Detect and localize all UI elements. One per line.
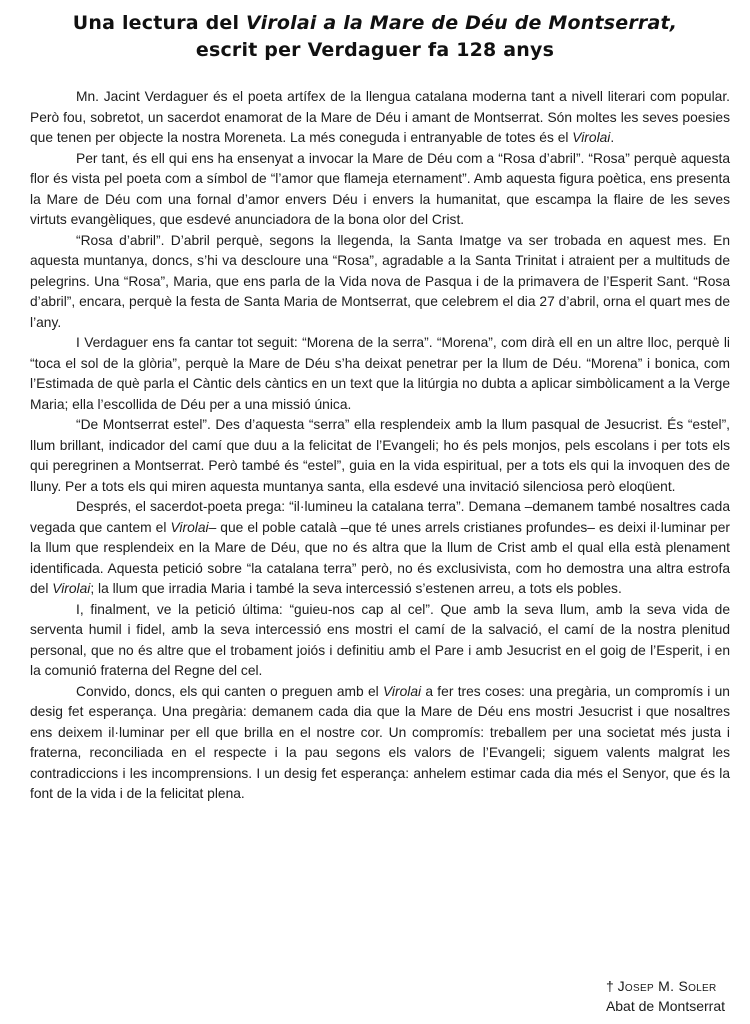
paragraph [30, 497, 730, 600]
paragraph-text: – que el poble català –que té unes arrels cristianes profundes– es deixi il·luminar per la llum que resplendeix en la Mare de Déu, que no és altra que la llum de Crist amb el qual ella està plenament identificada. Aquesta petició sobre “la catalana terra” però, no és exclusivista, com ho demostra una altra estrofa del [30, 519, 730, 596]
paragraph-text: Per tant, és ell qui ens ha ensenyat a invocar la Mare de Déu com a “Rosa d’abril”. “Rosa” perquè aquesta flor és vista pel poeta com a símbol de “l’amor que flameja eternament”. Amb aquesta figura poètica, ens presenta la Mare de Déu com una fornal d’amor envers Déu i envers la humanitat, que escampa la flaire de les seves virtuts evangèliques, que esdevé anunciadora de la bona olor del Crist. [30, 150, 730, 227]
signature-role: Abat de Montserrat [605, 998, 725, 1014]
article-title [0, 10, 750, 64]
signature-block [606, 976, 725, 1016]
paragraph-text: “De Montserrat estel”. Des d’aquesta “serra” ella resplendeix amb la llum pasqual de Jesucrist. És “estel”, llum brillant, indicador del camí que duu a la felicitat de l’Evangeli; ho és pels monjos, pels escolans i per tots els qui peregrinen a Montserrat. Però també és “estel”, guia en la vida espiritual, per a tots els qui la invoquen des de lluny. Per a tots els qui miren aquesta muntanya santa, ella esdevé una invitació silenciosa però eloqüent. [30, 417, 730, 494]
paragraph-text: Després, el sacerdot-poeta prega: “il·lumineu la catalana terra”. Demana –demanem també nosaltres cada vegada que cantem el [30, 499, 730, 535]
signature-name-line [606, 976, 725, 996]
italic-text: Virolai [52, 581, 91, 596]
paragraph-text: “Rosa d’abril”. D’abril perquè, segons la llegenda, la Santa Imatge va ser trobada en aquest mes. En aquesta muntanya, doncs, s’hi va descloure una “Rosa”, agradable a la Santa Trinitat i atraient per a multituds de pelegrins. Una “Rosa”, Maria, que ens parla de la Vida nova de Pasqua i de la primavera de l’Esperit Sant. “Rosa d’abril”, encara, perquè la festa de Santa Maria de Montserrat, que celebrem el dia 27 d’abril, orna el quart mes de l’any. [30, 232, 730, 330]
article-body [30, 87, 730, 805]
paragraph-text: a fer tres coses: una pregària, un compromís i un desig fet esperança. Una pregària: demanem cada dia que la Mare de Déu ens mostri Jesucrist i que nosaltres ens deixem il·luminar per ell que brilla en el nostre cor. Un compromís: treballem per una societat més justa i fraterna, reconciliada en el respecte i la pau segons els valors de l’Evangeli; siguem valents malgrat les contradiccions i les incomprensions. I un desig fet esperança: anhelem estimar cada dia més el Senyor, que és la font de la vida i de la felicitat plena. [30, 683, 730, 801]
paragraph [30, 87, 730, 149]
title-line-2: escrit per Verdaguer fa 128 anys [195, 39, 555, 61]
paragraph [30, 231, 730, 334]
paragraph [30, 682, 730, 805]
paragraph [30, 415, 730, 497]
italic-text: Virolai [170, 519, 209, 535]
paragraph-text: Mn. Jacint Verdaguer és el poeta artífex de la llengua catalana moderna tant a nivell literari com popular. Però fou, sobretot, un sacerdot enamorat de la Mare de Déu i amant de Montserrat. Són moltes les seves poesies que tenen per objecte la nostra Moreneta. La més coneguda i entranyable de totes és el [30, 89, 730, 145]
paragraph-text: I, finalment, ve la petició última: “guieu-nos cap al cel”. Que amb la seva llum, amb la seva vida de serventa humil i fidel, amb la seva intercessió ens mostri el camí de la salvació, el camí de la nostra plenitud personal, que no és altre que el trobament joiós i definitiu amb el Pare i amb Jesucrist en el goig de l’Esperit, i en la comunió fraterna del Regne del cel. [30, 601, 730, 678]
italic-text: Virolai [572, 130, 611, 145]
title-prefix: Una lectura del [72, 12, 247, 34]
paragraph [30, 333, 730, 415]
paragraph-text: . [610, 130, 615, 145]
paragraph-text: Convido, doncs, els qui canten o preguen amb el [76, 683, 383, 699]
title-italic: Virolai a la Mare de Déu de Montserrat, [246, 12, 678, 34]
title-line-1 [0, 10, 750, 37]
paragraph-text: ; la llum que irradia Maria i també la seva intercessió s’estenen arreu, a tots els pobles. [90, 581, 622, 596]
paragraph-text: I Verdaguer ens fa cantar tot seguit: “Morena de la serra”. “Morena”, com dirà ell en un altre lloc, perquè li “toca el sol de la glòria”, perquè la Mare de Déu s’ha deixat penetrar per la llum de Déu. “Morena” i bonica, com l’Estimada de què parla el Càntic dels càntics en un text que la litúrgia no dubta a aplicar simbòlicament a la Verge Maria; ella l’escollida de Déu per a una missió única. [30, 335, 730, 412]
italic-text: Virolai [382, 683, 422, 699]
cross-symbol: † [605, 978, 614, 994]
paragraph [30, 149, 730, 231]
paragraph [30, 600, 730, 682]
signature-name: Josep M. Soler [617, 978, 717, 994]
